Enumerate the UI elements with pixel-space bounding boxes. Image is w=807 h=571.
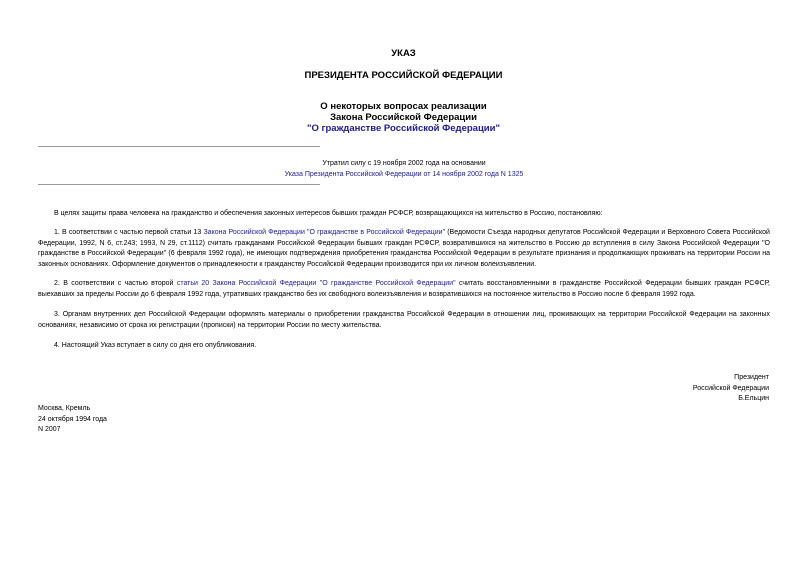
divider-bottom (38, 184, 320, 185)
paragraph-1-text-end: (Ведомости Съезда народных депутатов Российской Федерации и Верховного Совета Российской Федерации, 1992, N 6, ст.243; 1993, N 29, ст.1112) считать гражданами Российской Федерации бывших граждан РСФСР, возвратившихся на жительство в Россию до вступления в силу Закона Российской Федерации "О гражданстве в Российской Федерации" (6 февраля 1992 года), не имеющих подтверждения приобретения гражданства Российской Федерации в результате признания и продолжающих проживать на территории России на законных основаниях. Оформление документов о принадлежности к гражданству Российской Федерации производится при их личном волеизъявлении. (38, 229, 770, 268)
paragraph-4: 4. Настоящий Указ вступает в силу со дня его опубликования. (54, 342, 257, 349)
subject-line-1: О некоторых вопросах реализации (320, 101, 487, 112)
paragraph-3: 3. Органам внутренних дел Российской Федерации оформлять материалы о приобретении гражданства Российской Федерации в отношении лиц, проживающих на территории Российской Федерации на законных основаниях, независимо от срока их регистрации (прописки) на территории России по месту жительства. (38, 311, 770, 329)
signature-name: Б.Ельцин (738, 395, 769, 402)
document-title: УКАЗ (391, 48, 416, 59)
place: Москва, Кремль (38, 405, 91, 412)
intro-paragraph: В целях защиты права человека на гражданство и обеспечения законных интересов бывших граждан РСФСР, возвращающихся на жительство в Россию, постановляю: (54, 210, 603, 217)
decree-number: N 2007 (38, 426, 61, 433)
subject-law-link[interactable]: "О гражданстве Российской Федерации" (307, 123, 500, 134)
subject-line-2: Закона Российской Федерации (330, 112, 477, 123)
repeal-decree-link[interactable]: Указа Президента Российской Федерации от 14 ноября 2002 года N 1325 (284, 170, 524, 178)
status-note (38, 159, 770, 180)
date: 24 октября 1994 года (38, 415, 107, 423)
article-20-link[interactable]: статьи 20 Закона Российской Федерации "О гражданстве Российской Федерации" (176, 280, 456, 287)
document-subject (0, 101, 807, 134)
paragraph-2-text-end: считать восстановленными в гражданстве Российской Федерации бывших граждан РСФСР, выехавших за пределы России до 6 февраля 1992 года, утративших гражданство без их свободного волеизъявления и возвратившихся на постоянное жительство в Россию после 6 февраля 1992 года. (38, 280, 770, 298)
signature-block (693, 373, 769, 405)
signature-country: Российской Федерации (692, 384, 769, 392)
place-date-block (38, 404, 107, 436)
document-issuer: ПРЕЗИДЕНТА РОССИЙСКОЙ ФЕДЕРАЦИИ (304, 70, 503, 81)
paragraph-2-text-start: 2. В соответствии с частью второй (54, 280, 177, 287)
divider-top (38, 146, 320, 147)
signature-title: Президент (734, 374, 769, 381)
status-note-text: Утратил силу с 19 ноября 2002 года на основании (322, 160, 486, 167)
paragraph-1-text-start: 1. В соответствии с частью первой статьи 13 (54, 229, 204, 236)
paragraph-2 (38, 279, 770, 300)
law-citizenship-link[interactable]: Закона Российской Федерации "О гражданстве в Российской Федерации" (203, 229, 446, 236)
paragraph-1 (38, 228, 770, 270)
